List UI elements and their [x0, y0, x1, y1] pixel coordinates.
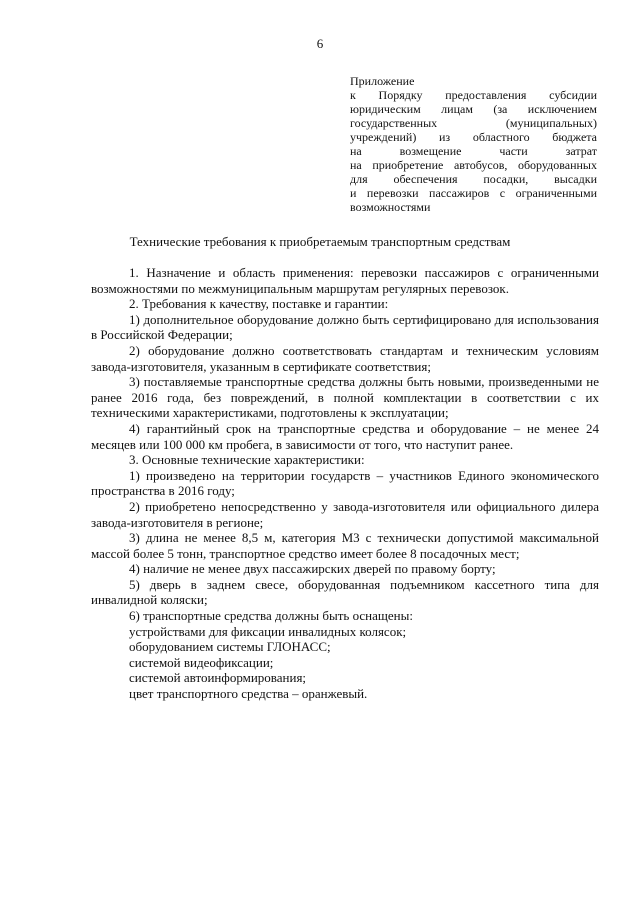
section-heading-quality: 2. Требования к качеству, поставке и гарантии:: [129, 296, 389, 312]
list-item: 2) оборудование должно соответствовать стандартам и техническим условиям завода-изготовителя, указанным в сертификате соответствия;: [91, 342, 599, 374]
appendix-line: к Порядку предоставления субсидии: [350, 88, 597, 102]
appendix-header: [350, 74, 597, 214]
equipment-item: системой автоинформирования;: [129, 670, 307, 686]
list-item: 2) приобретено непосредственно у завода-изготовителя или официального дилера завода-изготовителя в регионе;: [91, 498, 599, 530]
appendix-title: Приложение: [350, 74, 415, 88]
appendix-line: на приобретение автобусов, оборудованных: [350, 158, 597, 172]
equipment-item: устройствами для фиксации инвалидных колясок;: [129, 623, 407, 639]
list-item: 1) произведено на территории государств – участников Единого экономического пространства в 2016 году;: [91, 467, 599, 499]
list-item: 5) дверь в заднем свесе, оборудованная подъемником кассетного типа для инвалидной коляски;: [91, 576, 599, 608]
appendix-line: учреждений) из областного бюджета: [350, 130, 597, 144]
list-item: 6) транспортные средства должны быть оснащены:: [129, 608, 413, 624]
appendix-line: государственных (муниципальных): [350, 116, 597, 130]
list-item: 3) поставляемые транспортные средства должны быть новыми, произведенными не ранее 2016 года, без повреждений, в полной комплектации в соответствии с их техническими характеристиками, подготовлены к эксплуатации;: [91, 374, 599, 421]
paragraph-purpose: 1. Назначение и область применения: перевозки пассажиров с ограниченными возможностями по межмуниципальным маршрутам регулярных перевозок.: [91, 265, 599, 296]
equipment-item: системой видеофиксации;: [129, 654, 274, 670]
appendix-line: и перевозки пассажиров с ограниченными: [350, 186, 597, 200]
list-item: 3) длина не менее 8,5 м, категория М3 с технически допустимой максимальной массой более 5 тонн, транспортное средство имеет более 8 посадочных мест;: [91, 530, 599, 561]
list-item: 4) наличие не менее двух пассажирских дверей по правому борту;: [129, 561, 496, 577]
appendix-line: на возмещение части затрат: [350, 144, 597, 158]
list-item: 1) дополнительное оборудование должно быть сертифицировано для использования в Российской Федерации;: [91, 311, 599, 343]
document-title: Технические требования к приобретаемым транспортным средствам: [129, 234, 511, 249]
section-heading-specs: 3. Основные технические характеристики:: [129, 452, 365, 468]
document-body: [91, 265, 599, 702]
list-item: 4) гарантийный срок на транспортные средства и оборудование – не менее 24 месяцев или 100 000 км пробега, в зависимости от того, что наступит ранее.: [91, 420, 599, 452]
appendix-line: возможностями: [350, 200, 431, 214]
equipment-item: оборудованием системы ГЛОНАСС;: [129, 639, 331, 655]
appendix-line: юридическим лицам (за исключением: [350, 102, 597, 116]
appendix-line: для обеспечения посадки, высадки: [350, 172, 597, 186]
equipment-item: цвет транспортного средства – оранжевый.: [129, 686, 368, 702]
page-number: 6: [316, 36, 324, 51]
